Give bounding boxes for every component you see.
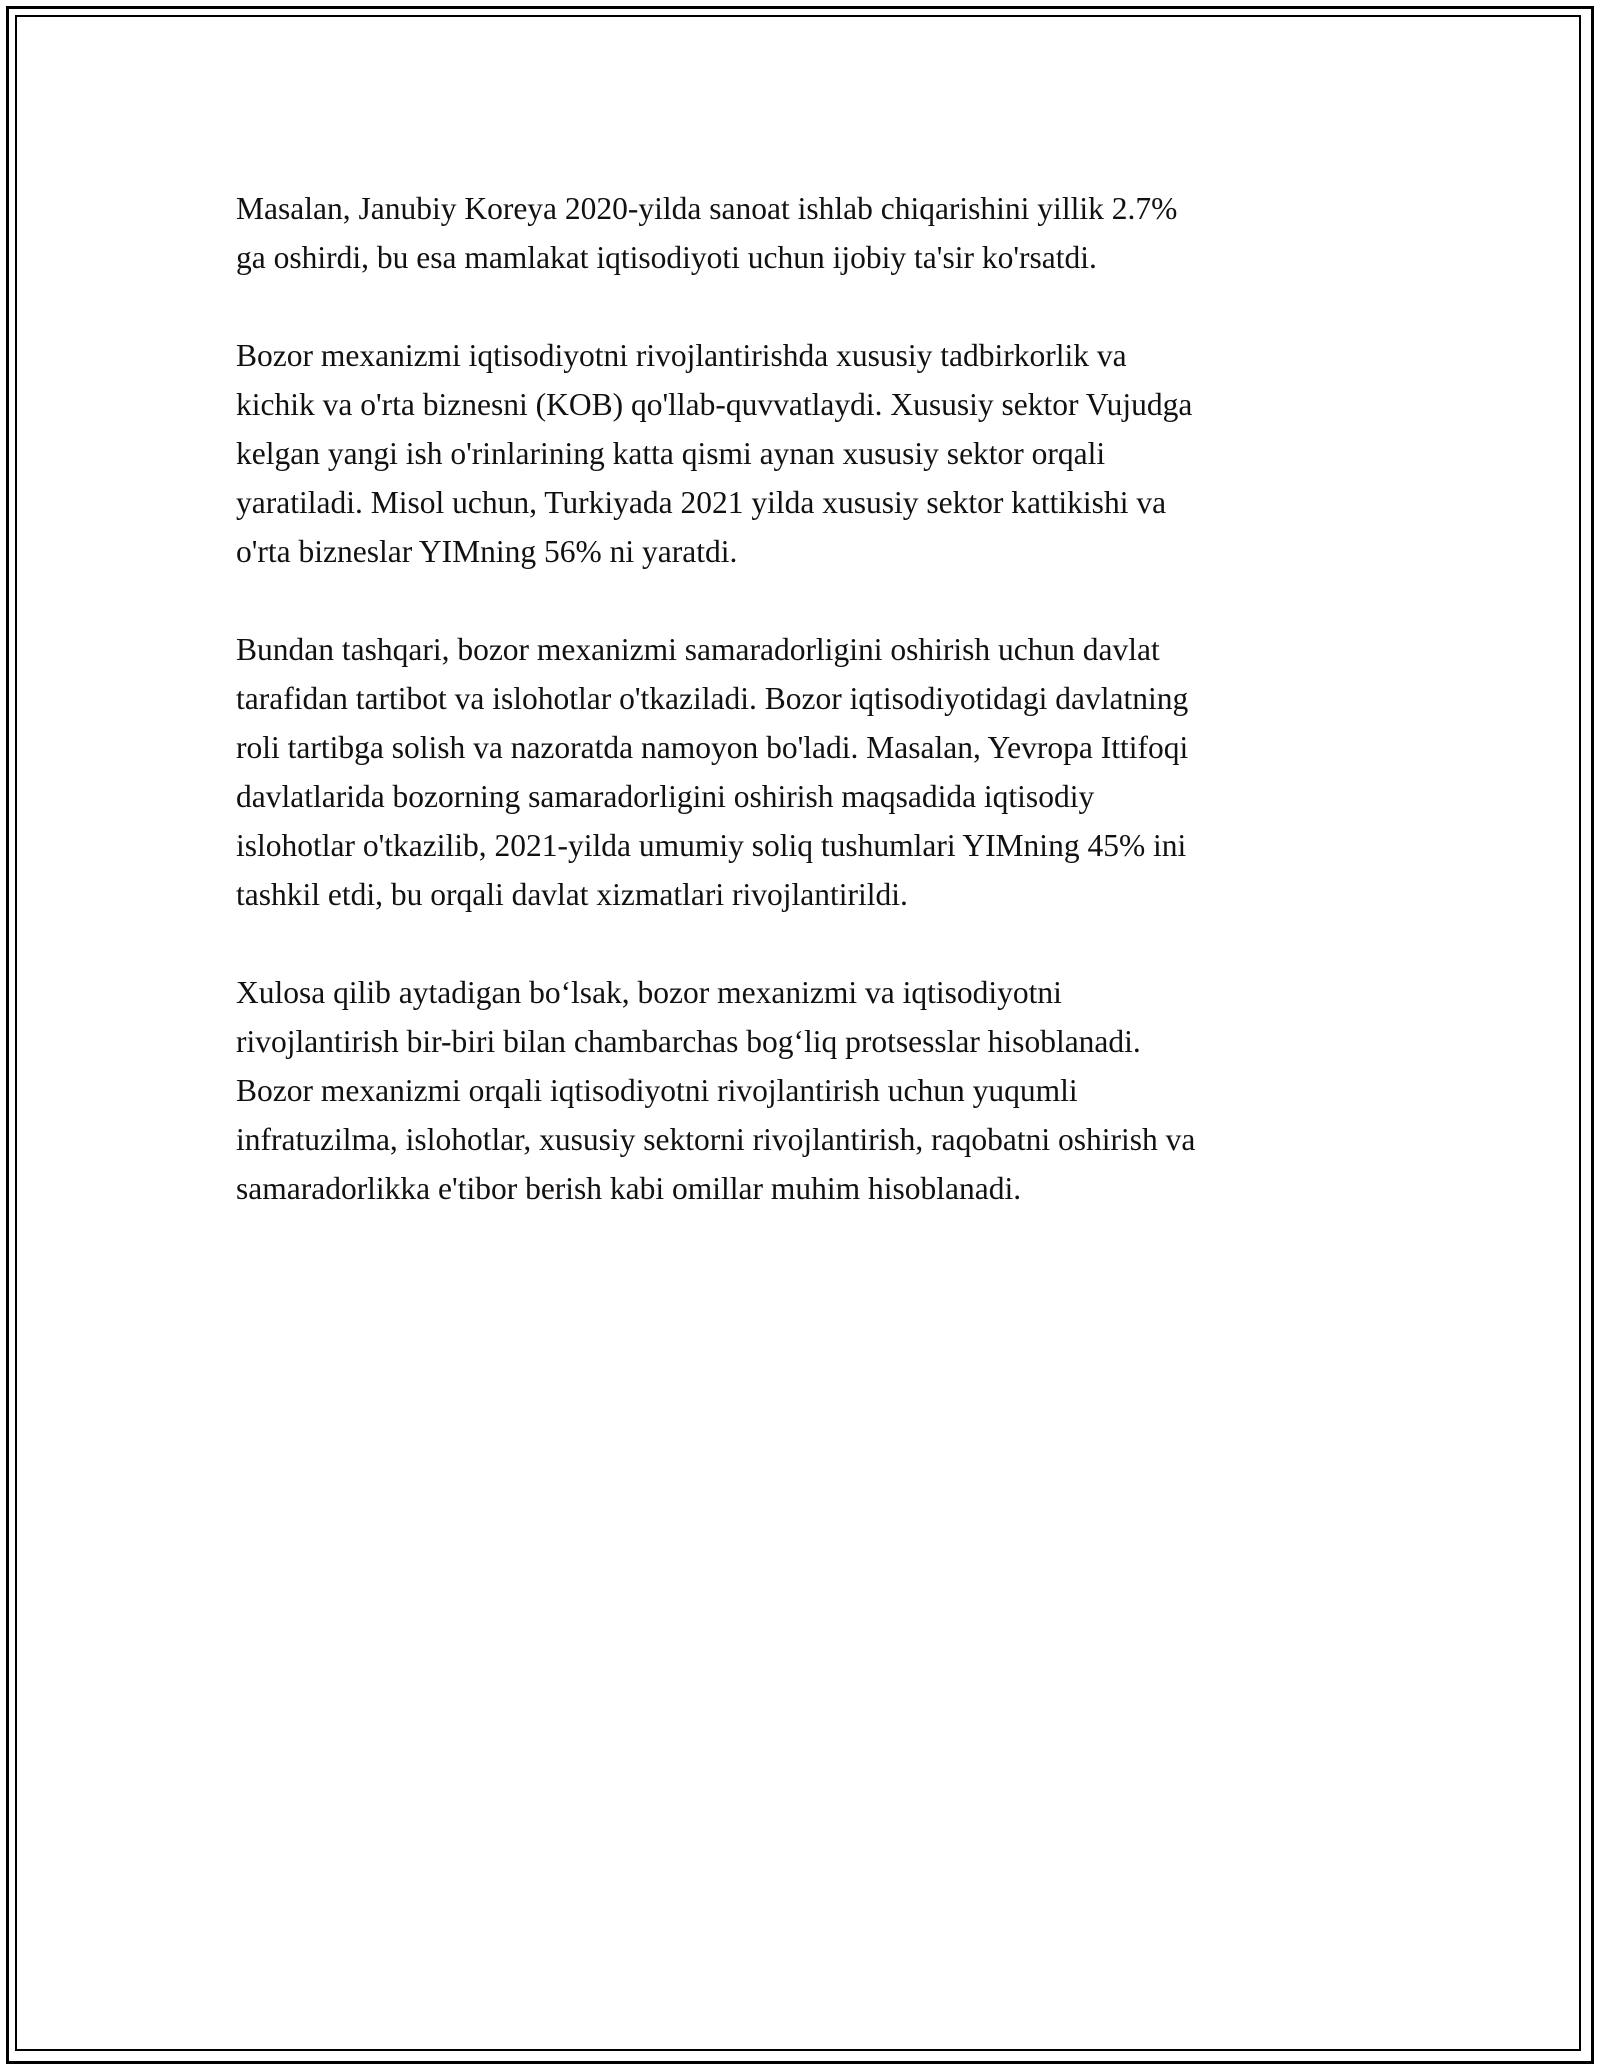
paragraph-3: Bundan tashqari, bozor mexanizmi samaradorligini oshirish uchun davlat tarafidan tartibot va islohotlar o'tkaziladi. Bozor iqtisodiyotidagi davlatning roli tartibga solish va nazoratda namoyon bo'ladi. Masalan, Yevropa Ittifoqi davlatlarida bozorning samaradorligini oshirish maqsadida iqtisodiy islohotlar o'tkazilib, 2021-yilda umumiy soliq tushumlari YIMning 45% ini tashkil etdi, bu orqali davlat xizmatlari rivojlantirildi.	[236, 632, 1189, 912]
paragraph-1: Masalan, Janubiy Koreya 2020-yilda sanoat ishlab chiqarishini yillik 2.7% ga oshirdi, bu esa mamlakat iqtisodiyoti uchun ijobiy ta'sir ko'rsatdi.	[236, 191, 1178, 275]
paragraph-2: Bozor mexanizmi iqtisodiyotni rivojlantirishda xususiy tadbirkorlik va kichik va o'rta biznesni (KOB) qo'llab-quvvatlaydi. Xususiy sektor Vujudga kelgan yangi ish o'rinlarining katta qismi aynan xususiy sektor orqali yaratiladi. Misol uchun, Turkiyada 2021 yilda xususiy sektor kattikishi va o'rta bizneslar YIMning 56% ni yaratdi.	[236, 338, 1193, 569]
document-body	[236, 184, 1366, 1262]
paragraph-4: Xulosa qilib aytadigan bo‘lsak, bozor mexanizmi va iqtisodiyotni rivojlantirish bir-biri bilan chambarchas bog‘liq protsesslar hisoblanadi. Bozor mexanizmi orqali iqtisodiyotni rivojlantirish uchun yuqumli infratuzilma, islohotlar, xususiy sektorni rivojlantirish, raqobatni oshirish va samaradorlikka e'tibor berish kabi omillar muhim hisoblanadi.	[236, 975, 1196, 1206]
